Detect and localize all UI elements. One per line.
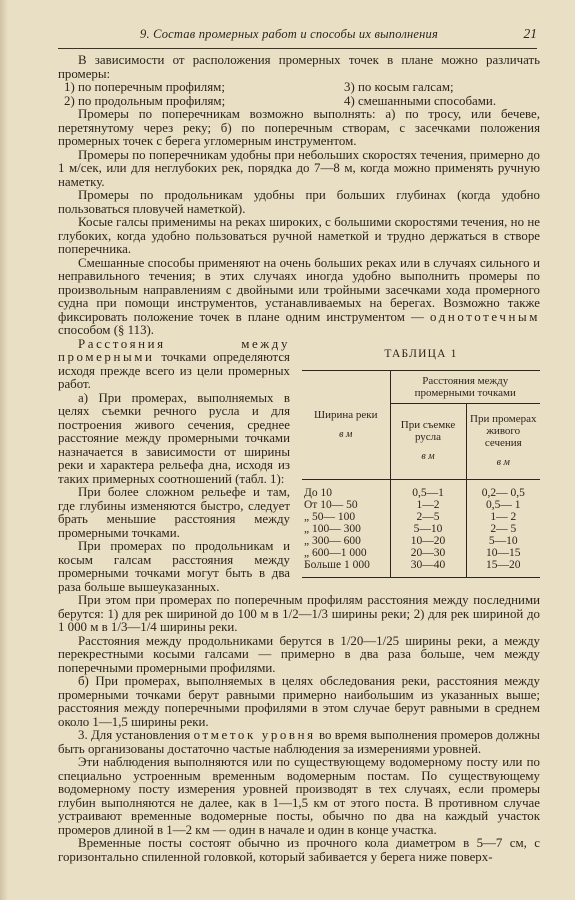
running-header — [58, 26, 537, 49]
column-header-unit: в м — [339, 428, 353, 440]
paragraph-text: способом (§ 113). — [58, 323, 155, 337]
column-header-label: Ширина реки — [313, 408, 378, 421]
paragraph: При этом при промерах по поперечным профилям расстояния между последними берутся: 1) для рек шириной до 100 м в 1/2—1/3 ширины реки; 2) для рек шириной до 1 000 м в 1/3—1/4 ширины реки. — [58, 593, 540, 634]
column-header-survey — [390, 403, 466, 479]
cell-section: 10—15 — [486, 546, 521, 559]
list-row-1 — [58, 81, 540, 95]
paragraph: При более сложном рельефе и там, где глубины изменяются быстро, следует брать меньшие расстояния между промерными точками. — [58, 485, 290, 540]
cell-width: До 10 — [302, 479, 390, 499]
cell-width: „ 600—1 000 — [302, 547, 390, 559]
cell-survey: 20—30 — [390, 547, 466, 559]
cell-width: Больше 1 000 — [302, 559, 390, 578]
cell-width: „ 100— 300 — [302, 523, 390, 535]
cell-section: 0,5— 1 — [486, 498, 521, 511]
cell-survey: 10—20 — [390, 535, 466, 547]
cell-width: От 10— 50 — [302, 499, 390, 511]
list-item-3: 3) по косым галсам; — [344, 80, 454, 94]
paragraph — [58, 729, 540, 756]
table-row — [302, 523, 540, 535]
header-title: 9. Состав промерных работ и способы их выполнения — [140, 27, 439, 41]
table-row — [302, 499, 540, 511]
page-number: 21 — [523, 26, 537, 41]
emphasized-term: однототечным — [430, 309, 540, 324]
emphasized-term: Расстояния между промерными — [58, 336, 290, 364]
paragraph-text: Смешанные способы применяют на очень больших реках или в случаях сильного и неправильного течения; в этих случаях иногда удобно выполнить промеры по произвольным направлениям с двойными или тройными засечками хода промерного судна при помощи инструментов, устанавливаемых на берегах. Возможно также фиксировать положение точек в плане одним инструментом — — [58, 255, 540, 324]
table-row — [302, 559, 540, 578]
paragraph-text: 3. Для установления — [78, 728, 191, 742]
list-item-1: 1) по поперечным профилям; — [64, 80, 225, 94]
table-caption: ТАБЛИЦА 1 — [384, 347, 458, 360]
cell-survey: 30—40 — [390, 559, 466, 578]
column-group-header: Расстояния между промерными точками — [390, 370, 540, 403]
table-1 — [302, 340, 540, 578]
column-header-unit: в м — [421, 451, 435, 462]
paragraph: Эти наблюдения выполняются или по существующему водомерному посту или по специально устроенным временным водомерным постам. По существующему водомерному посту измерения уровней производят в тех случаях, если промеры глубин выполняются не далее, как в 1—1,5 км от этого поста. В противном случае устраивают временные водомерные посты, обычно по два на каждый участок промеров длиной в 1—2 км — один в начале и один в конце участка. — [58, 755, 540, 837]
list-item-4: 4) смешанными способами. — [344, 93, 497, 108]
cell-width: „ 300— 600 — [302, 535, 390, 547]
paragraph: а) При промерах, выполняемых в целях съемки речного русла и для построения живого сечения, среднее расстояние между промерными точками назначается в зависимости от ширины реки и характера рельефа дна, исходя из таких примерных соотношений (табл. 1): — [58, 390, 290, 486]
emphasized-term: отметок уровня — [193, 728, 316, 742]
cell-section: 0,2— 0,5 — [481, 486, 525, 499]
cell-survey: 5—10 — [390, 523, 466, 535]
intro-paragraph: В зависимости от расположения промерных точек в плане можно различать промеры: — [58, 53, 540, 81]
page-gutter-shadow — [0, 0, 8, 900]
table-row — [302, 547, 540, 559]
cell-section: 15—20 — [486, 558, 521, 571]
column-header-unit: в м — [496, 457, 510, 468]
column-header-label: При съемке русла — [400, 419, 456, 443]
column-header-section — [466, 403, 540, 479]
cell-section: 1— 2 — [490, 510, 517, 523]
paragraph: Временные посты состоят обычно из прочного кола диаметром в 5—7 см, с горизонтально спиленной головкой, который забивается у берега ниже поверх- — [58, 836, 540, 864]
paragraph — [58, 257, 540, 338]
cell-survey: 0,5—1 — [390, 479, 466, 499]
paragraph: Косые галсы применимы на реках широких, с большими скоростями течения, но не глубоких, когда удобно пользоваться ручной наметкой и трудно держаться в створе поперечника. — [58, 215, 540, 256]
cell-width: „ 50— 100 — [302, 511, 390, 523]
page-body — [58, 54, 540, 864]
paragraph-text: точками определяются исходя прежде всего из цели промерных работ. — [58, 350, 290, 391]
table-row — [302, 479, 540, 499]
paragraph: Расстояния между продольниками берутся в 1/20—1/25 ширины реки, а между перекрестными косыми галсами — примерно в два раза больше, чем между поперечными промерными профилями. — [58, 633, 540, 675]
paragraph: Промеры по продольникам удобны при больших глубинах (когда удобно пользоваться пловучей наметкой). — [58, 188, 540, 216]
cell-survey: 2—5 — [390, 511, 466, 523]
cell-section: 5—10 — [488, 534, 518, 547]
paragraph-text: во время выполнения промеров должны быть организованы достаточно частые наблюдения за измерениями уровней. — [58, 728, 540, 756]
paragraph: б) При промерах, выполняемых в целях обследования реки, расстояния между промерными точками берут равными примерно наибольшим из указанных выше; расстояния между поперечными профилями в этом случае берут равными в среднем около 1—1,5 ширины реки. — [58, 674, 540, 729]
list-row-2 — [58, 95, 540, 109]
paragraph: Промеры по поперечникам удобны при небольших скоростях течения, примерно до 1 м/сек, или для неглубоких рек, порядка до 7—8 м, когда можно применять ручную наметку. — [58, 147, 540, 189]
paragraph: Промеры по поперечникам возможно выполнять: а) по тросу, или бечеве, перетянутому через реку; б) по поперечным створам, с засечками положения промерных точек с берега угломерным инструментом. — [58, 107, 540, 148]
cell-survey: 1—2 — [390, 499, 466, 511]
list-item-2: 2) по продольным профилям; — [64, 93, 226, 108]
cell-section: 2— 5 — [490, 522, 517, 535]
column-header-width — [302, 370, 390, 479]
column-header-label: При промерах живого сечения — [470, 413, 537, 449]
data-table — [302, 370, 540, 578]
table-row — [302, 535, 540, 547]
paragraph: При промерах по продольникам и косым галсам расстояния между промерными точками могут быть в два раза больше вышеуказанных. — [58, 539, 290, 594]
table-row — [302, 511, 540, 523]
